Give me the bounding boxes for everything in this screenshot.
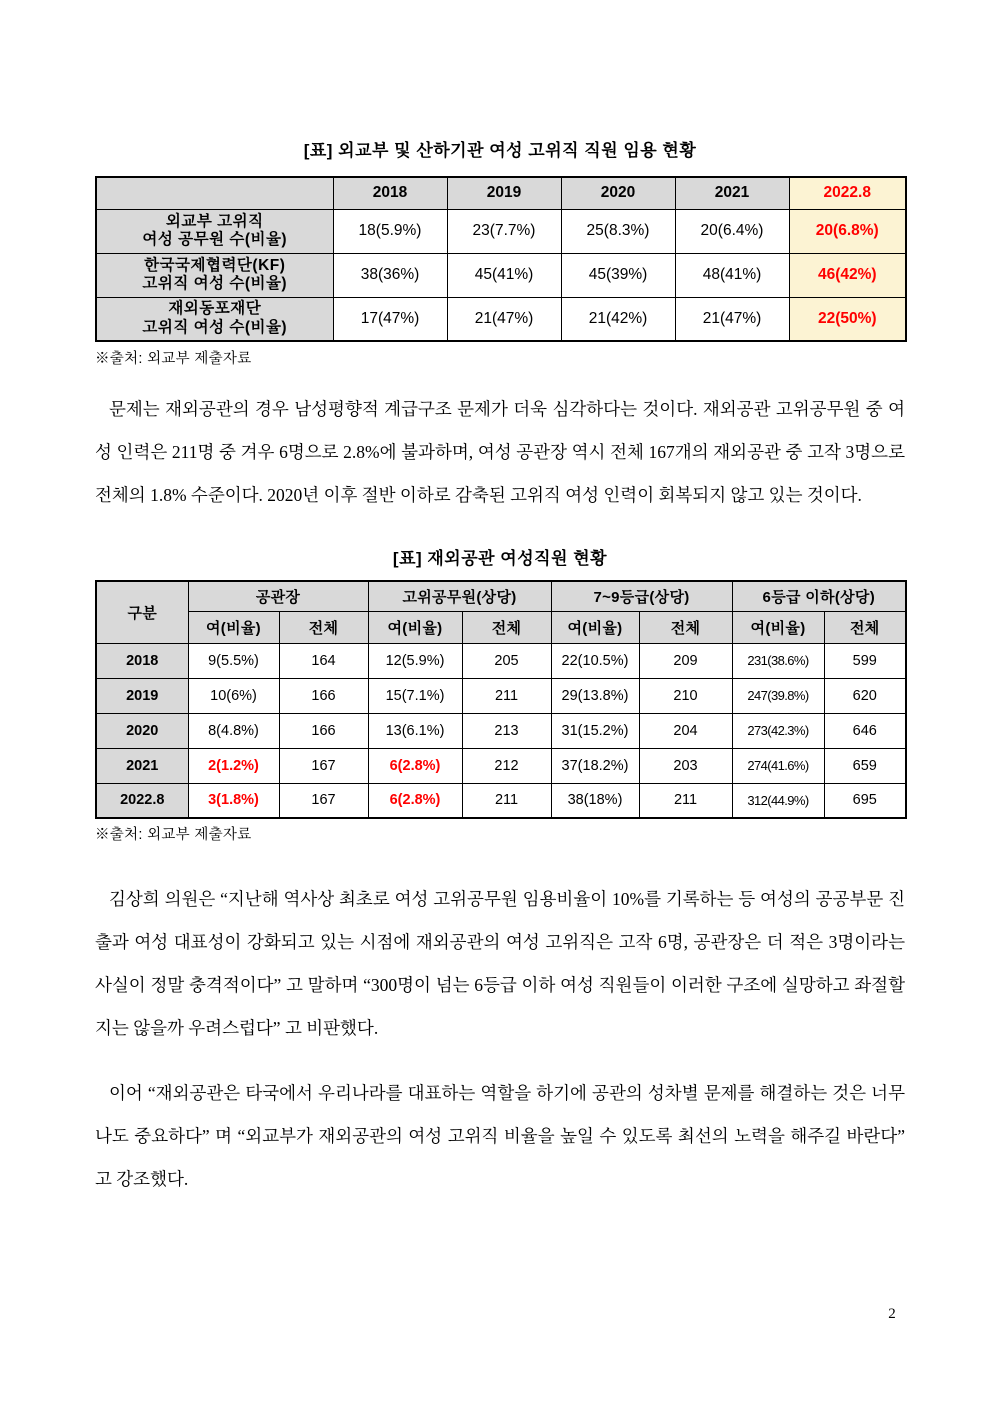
table2-cell: 38(18%) xyxy=(551,783,639,818)
table2-cell: 212 xyxy=(462,748,551,783)
table2-subheader-female: 여(비율) xyxy=(188,611,279,643)
table2-cell-highlighted: 6(2.8%) xyxy=(368,748,462,783)
table2-cell: 695 xyxy=(824,783,906,818)
table1-highlight-cell: 20(6.8%) xyxy=(789,209,906,253)
table2-cell-highlighted: 6(2.8%) xyxy=(368,783,462,818)
table1-highlight-cell: 46(42%) xyxy=(789,253,906,297)
table2-cell: 166 xyxy=(279,713,368,748)
table1-cell: 18(5.9%) xyxy=(333,209,447,253)
table2-group-header: 공관장 xyxy=(188,581,368,611)
table1-cell: 21(47%) xyxy=(675,297,789,341)
table2-cell: 167 xyxy=(279,783,368,818)
table1-row-mofa xyxy=(96,209,906,253)
row-label-line1: 외교부 고위직 xyxy=(165,212,264,230)
table1-row-label xyxy=(96,253,333,297)
table1-appointment-status xyxy=(95,176,907,342)
table2-cell: 203 xyxy=(639,748,732,783)
table1-row-label xyxy=(96,297,333,341)
table1-header-year: 2019 xyxy=(447,177,561,209)
table1-header-year: 2018 xyxy=(333,177,447,209)
table2-subheader-female: 여(비율) xyxy=(551,611,639,643)
table2-cell: 620 xyxy=(824,678,906,713)
table2-row-2020 xyxy=(96,713,906,748)
table1-header-year: 2021 xyxy=(675,177,789,209)
table2-cell: 10(6%) xyxy=(188,678,279,713)
table2-cell: 646 xyxy=(824,713,906,748)
table1-cell: 38(36%) xyxy=(333,253,447,297)
table1-row-label xyxy=(96,209,333,253)
table2-row-label: 2018 xyxy=(96,643,188,678)
page-content xyxy=(95,0,905,1201)
table2-cell: 211 xyxy=(462,783,551,818)
table2-cell: 211 xyxy=(462,678,551,713)
body-paragraph-2: 김상희 의원은 “지난해 역사상 최초로 여성 고위공무원 임용비율이 10%를 기록하는 등 여성의 공공부문 진출과 여성 대표성이 강화되고 있는 시점에 재외공관의 여성 고위직은 고작 6명, 공관장은 더 적은 3명이라는 사실이 정말 충격적이다” 고 말하며 “300명이 넘는 6등급 이하 여성 직원들이 이러한 구조에 실망하고 좌절할지는 않을까 우려스럽다” 고 비판했다. xyxy=(95,889,905,1038)
table1-cell: 25(8.3%) xyxy=(561,209,675,253)
table2-cell: 231(38.6%) xyxy=(732,643,824,678)
table2-cell: 164 xyxy=(279,643,368,678)
row-label-line2: 여성 공무원 수(비율) xyxy=(142,231,288,248)
table2-cell: 29(13.8%) xyxy=(551,678,639,713)
table2-cell: 211 xyxy=(639,783,732,818)
table2-subheader-female: 여(비율) xyxy=(368,611,462,643)
table2-cell: 12(5.9%) xyxy=(368,643,462,678)
table2-cell: 13(6.1%) xyxy=(368,713,462,748)
table1-header-highlight-year: 2022.8 xyxy=(789,177,906,209)
table2-source-note: ※출처: 외교부 제출자료 xyxy=(95,827,252,843)
table1-cell: 48(41%) xyxy=(675,253,789,297)
table1-row-koica xyxy=(96,253,906,297)
table1-header-row xyxy=(96,177,906,209)
table2-group-header-row xyxy=(96,581,906,611)
table2-row-2019 xyxy=(96,678,906,713)
table2-row-2022-8 xyxy=(96,783,906,818)
table1-cell: 23(7.7%) xyxy=(447,209,561,253)
table2-cell: 15(7.1%) xyxy=(368,678,462,713)
table2-overseas-missions xyxy=(95,580,907,819)
table2-cell: 213 xyxy=(462,713,551,748)
body-paragraph-1: 문제는 재외공관의 경우 남성평향적 계급구조 문제가 더욱 심각하다는 것이다. 재외공관 고위공무원 중 여성 인력은 211명 중 겨우 6명으로 2.8%에 불과하며, 여성 공관장 역시 전체 167개의 재외공관 중 고작 3명으로 전체의 1.8% 수준이다. 2020년 이후 절반 이하로 감축된 고위직 여성 인력이 회복되지 않고 있는 것이다. xyxy=(95,399,905,505)
table2-row-label: 2022.8 xyxy=(96,783,188,818)
table2-cell: 209 xyxy=(639,643,732,678)
page-number: 2 xyxy=(888,1306,896,1322)
table1-cell: 45(39%) xyxy=(561,253,675,297)
table2-subheader-total: 전체 xyxy=(462,611,551,643)
body-paragraph-3: 이어 “재외공관은 타국에서 우리나라를 대표하는 역할을 하기에 공관의 성차별 문제를 해결하는 것은 너무나도 중요하다” 며 “외교부가 재외공관의 여성 고위직 비율을 높일 수 있도록 최선의 노력을 해주길 바란다” 고 강조했다. xyxy=(95,1083,905,1189)
table2-cell: 9(5.5%) xyxy=(188,643,279,678)
table2-row-2018 xyxy=(96,643,906,678)
table1-cell: 17(47%) xyxy=(333,297,447,341)
table2-cell: 167 xyxy=(279,748,368,783)
table2-subheader-total: 전체 xyxy=(639,611,732,643)
table1-cell: 45(41%) xyxy=(447,253,561,297)
table2-cell: 274(41.6%) xyxy=(732,748,824,783)
table1-cell: 20(6.4%) xyxy=(675,209,789,253)
table2-cell-highlighted: 3(1.8%) xyxy=(188,783,279,818)
table2-subheader-row xyxy=(96,611,906,643)
table2-cell: 8(4.8%) xyxy=(188,713,279,748)
table1-corner-cell xyxy=(96,177,333,209)
table2-cell: 204 xyxy=(639,713,732,748)
row-label-line1: 한국국제협력단(KF) xyxy=(144,256,286,274)
table2-cell-highlighted: 2(1.2%) xyxy=(188,748,279,783)
table2-row-label: 2021 xyxy=(96,748,188,783)
table2-cell: 37(18.2%) xyxy=(551,748,639,783)
table2-group-header: 6등급 이하(상당) xyxy=(732,581,906,611)
table2-cell: 166 xyxy=(279,678,368,713)
table1-header-year: 2020 xyxy=(561,177,675,209)
table2-group-header: 고위공무원(상당) xyxy=(368,581,551,611)
table2-subheader-female: 여(비율) xyxy=(732,611,824,643)
table2-row-2021 xyxy=(96,748,906,783)
table1-cell: 21(42%) xyxy=(561,297,675,341)
table2-group-header: 7~9등급(상당) xyxy=(551,581,732,611)
table2-title: [표] 재외공관 여성직원 현황 xyxy=(392,549,608,568)
table2-cell: 599 xyxy=(824,643,906,678)
table1-title: [표] 외교부 및 산하기관 여성 고위직 직원 임용 현황 xyxy=(303,141,697,160)
table2-row-label: 2020 xyxy=(96,713,188,748)
table2-cell: 659 xyxy=(824,748,906,783)
table2-cell: 273(42.3%) xyxy=(732,713,824,748)
table1-cell: 21(47%) xyxy=(447,297,561,341)
table2-cell: 247(39.8%) xyxy=(732,678,824,713)
table1-source-note: ※출처: 외교부 제출자료 xyxy=(95,351,252,367)
table2-cell: 31(15.2%) xyxy=(551,713,639,748)
table2-subheader-total: 전체 xyxy=(279,611,368,643)
row-label-line1: 재외동포재단 xyxy=(168,300,262,318)
table1-row-okf xyxy=(96,297,906,341)
table1-highlight-cell: 22(50%) xyxy=(789,297,906,341)
table2-corner-cell: 구분 xyxy=(96,581,188,643)
table2-row-label: 2019 xyxy=(96,678,188,713)
row-label-line2: 고위직 여성 수(비율) xyxy=(142,318,288,336)
table2-cell: 210 xyxy=(639,678,732,713)
table2-cell: 22(10.5%) xyxy=(551,643,639,678)
row-label-line2: 고위직 여성 수(비율) xyxy=(142,275,288,292)
table2-cell: 312(44.9%) xyxy=(732,783,824,818)
table2-subheader-total: 전체 xyxy=(824,611,906,643)
table2-cell: 205 xyxy=(462,643,551,678)
